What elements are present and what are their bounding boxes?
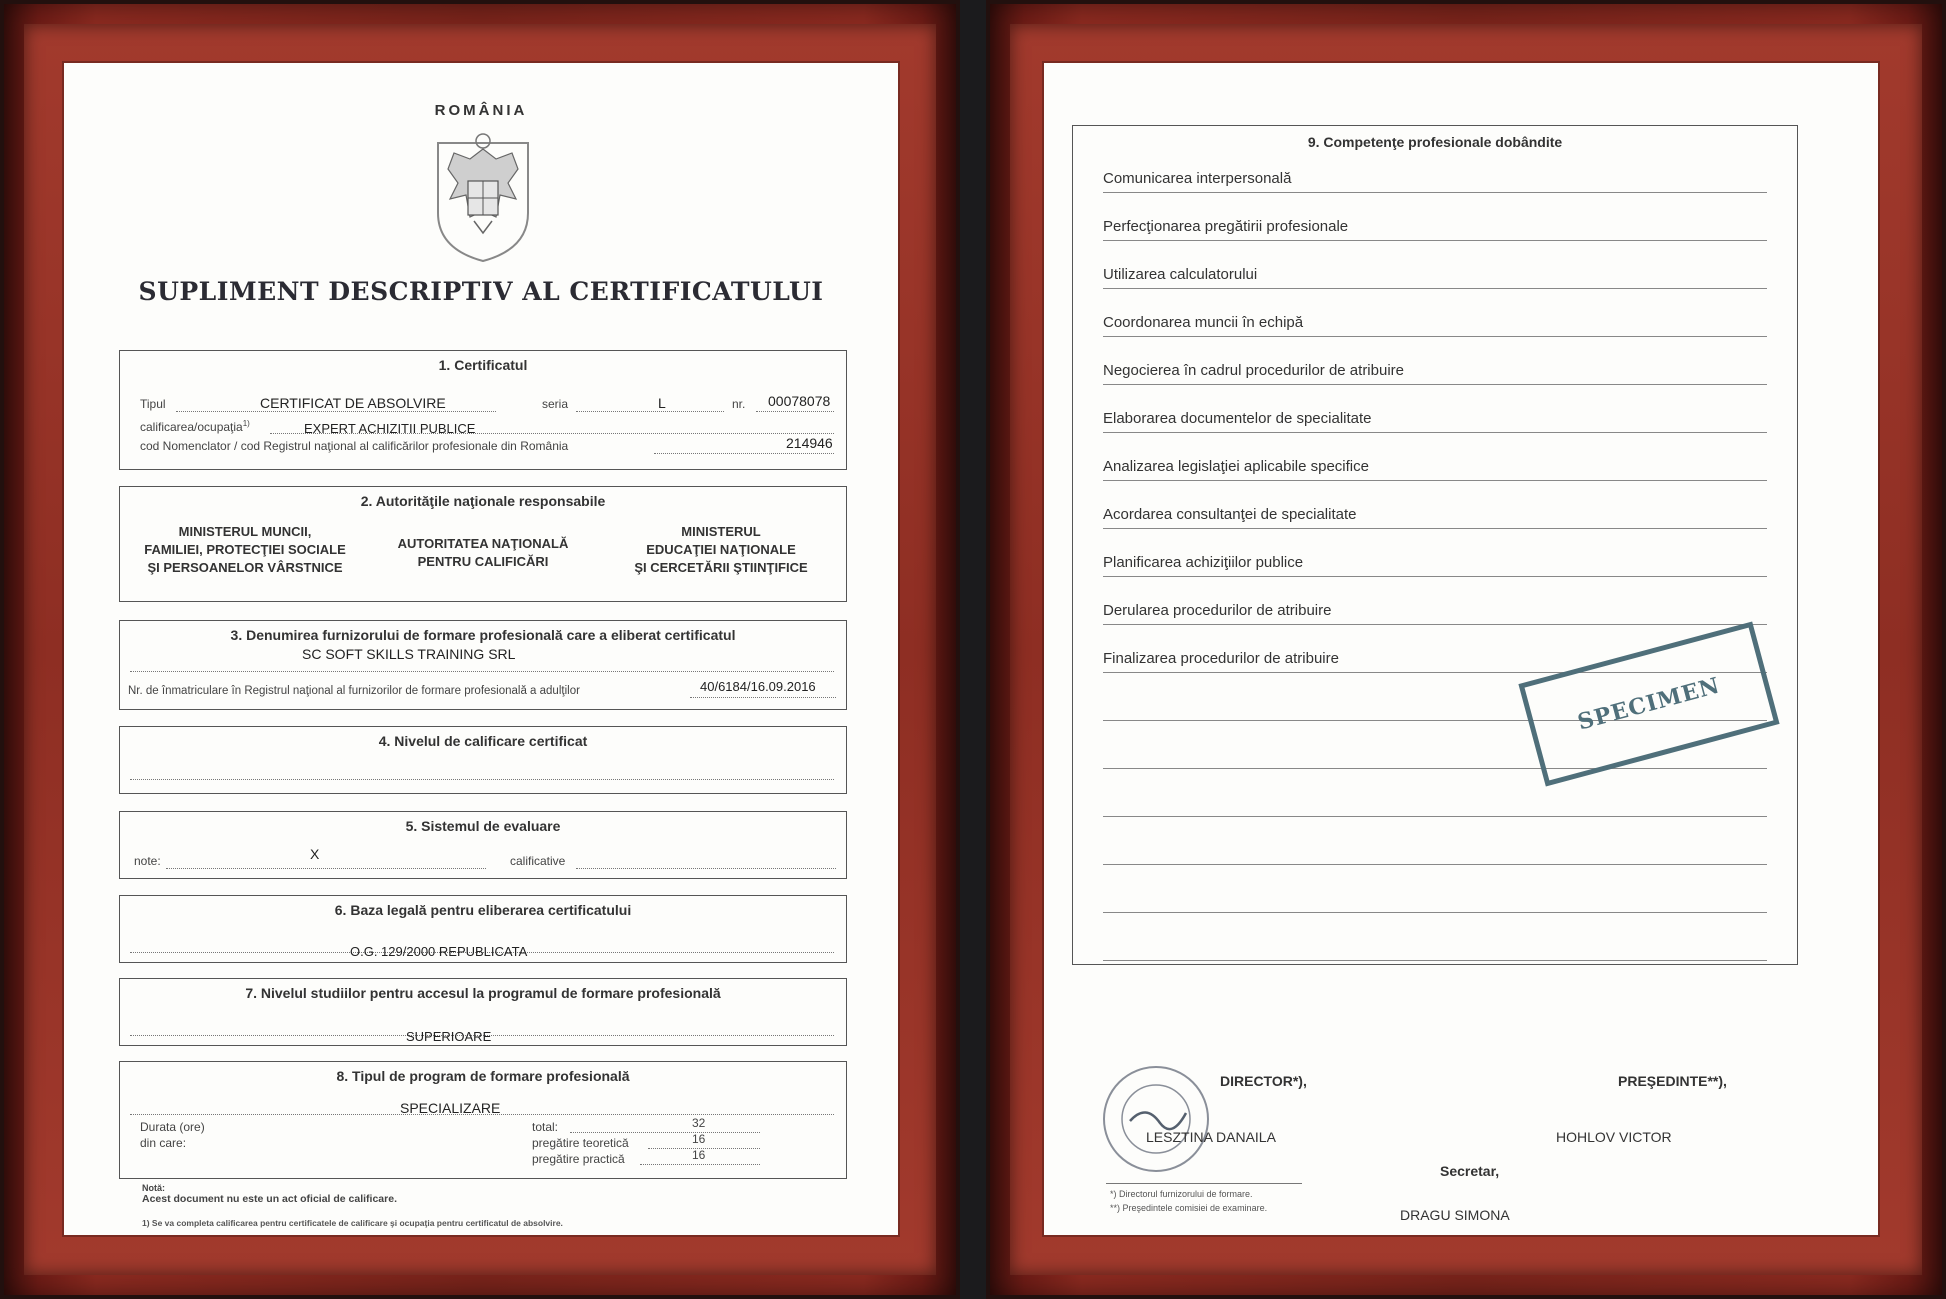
competence-line [1103,288,1767,289]
competence-line [1103,768,1767,769]
registration-label: Nr. de înmatriculare în Registrul naţional al furnizorilor de formare profesională a adulţilor [128,685,580,697]
practica-value: 16 [692,1148,706,1162]
competence-item: Negocierea în cadrul procedurilor de atribuire [1103,362,1404,379]
footnote-completion: 1) Se va completa calificarea pentru certificatele de calificare şi ocupaţia pentru certificatul de absolvire. [142,1218,563,1228]
competence-item: Perfecţionarea pregătirii profesionale [1103,218,1349,235]
footnote-divider [1106,1183,1302,1184]
footnote-title: Notă: [142,1183,165,1193]
registration-value: 40/6184/16.09.2016 [700,679,816,694]
legal-basis-value: O.G. 129/2000 REPUBLICATA [350,944,528,959]
competence-line [1103,240,1767,241]
competence-item: Utilizarea calculatorului [1103,266,1258,283]
president-name: HOHLOV VICTOR [1556,1129,1672,1145]
authority-anc: AUTORITATEA NAŢIONALĂ PENTRU CALIFICĂRI [397,536,569,569]
competence-line [1103,816,1767,817]
study-level-value: SUPERIOARE [406,1029,492,1044]
calificative-label: calificative [510,854,566,868]
tipul-label: Tipul [140,397,166,411]
calificarea-value: EXPERT ACHIZITII PUBLICE [304,421,476,436]
certificate-competences-page [1044,63,1878,1235]
cod-label: cod Nomenclator / cod Registrul naţional al calificărilor profesionale din România [140,439,569,453]
competence-item: Planificarea achiziţiilor publice [1103,554,1304,571]
seria-value: L [658,395,666,411]
section-title: 2. Autorităţile naţionale responsabile [360,493,606,509]
competence-line [1103,576,1767,577]
din-care-label: din care: [140,1136,187,1150]
right-frame [986,0,1946,1299]
director-name: LESZTINA DANAILA [1146,1129,1276,1145]
section-authorities [119,486,847,602]
competence-item: Analizarea legislaţiei aplicabile specifice [1103,458,1369,475]
section-title: 9. Competenţe profesionale dobândite [1307,134,1563,150]
durata-label: Durata (ore) [140,1120,205,1134]
right-frame-inner [1010,24,1922,1275]
competence-line [1103,864,1767,865]
competence-line [1103,432,1767,433]
certificate-supplement-page [64,63,898,1235]
total-value: 32 [692,1116,706,1130]
section-title: 6. Baza legală pentru eliberarea certificatului [334,902,632,918]
footnote-not-official: Acest document nu este un act oficial de calificare. [142,1193,397,1205]
section-qualification-level [119,726,847,794]
nr-value: 00078078 [768,393,831,409]
section-competences [1072,125,1798,965]
competence-item: Comunicarea interpersonală [1103,170,1292,187]
section-study-level [119,978,847,1046]
section-evaluation [119,811,847,879]
competence-line [1103,480,1767,481]
president-label: PREŞEDINTE**), [1618,1073,1727,1089]
section-title: 7. Nivelul studiilor pentru accesul la programul de formare profesională [245,985,721,1001]
section-title: 4. Nivelul de calificare certificat [378,733,588,749]
left-frame-inner [24,24,936,1275]
competence-item: Elaborarea documentelor de specialitate [1103,410,1372,427]
tipul-value: CERTIFICAT DE ABSOLVIRE [260,395,446,411]
calificarea-label: calificarea/ocupaţia$^{1)}$ [140,419,250,434]
competence-item: Derularea procedurilor de atribuire [1103,602,1332,619]
note-value: X [310,846,320,862]
total-label: total: [532,1120,559,1134]
specimen-stamp: SPECIMEN [1518,621,1779,786]
secretary-name: DRAGU SIMONA [1400,1207,1510,1223]
provider-seal-icon [1100,1063,1212,1175]
section-title: 1. Certificatul [438,357,528,373]
provider-name: SC SOFT SKILLS TRAINING SRL [302,646,516,662]
romania-coat-of-arms-icon [430,129,536,265]
competence-line [1103,912,1767,913]
authority-ministry-labour: MINISTERUL MUNCII, FAMILIEI, PROTECŢIEI SOCIALE ŞI PERSOANELOR VÂRSTNICE [144,524,346,575]
nr-label: nr. [732,397,746,411]
competence-item: Finalizarea procedurilor de atribuire [1103,650,1339,667]
teoretica-value: 16 [692,1132,706,1146]
competence-line [1103,960,1767,961]
competence-line [1103,384,1767,385]
program-type-value: SPECIALIZARE [400,1100,501,1116]
footnote-director: *) Directorul furnizorului de formare. [1110,1189,1253,1199]
section-certificate [119,350,847,470]
country-heading: ROMÂNIA [434,102,528,119]
section-provider [119,620,847,710]
section-title: 5. Sistemul de evaluare [405,818,561,834]
secretary-label: Secretar, [1440,1163,1500,1179]
competence-line [1103,624,1767,625]
section-title: 3. Denumirea furnizorului de formare profesională care a eliberat certificatul [230,627,736,643]
cod-value: 214946 [786,435,833,451]
teoretica-label: pregătire teoretică [532,1136,629,1150]
director-label: DIRECTOR*), [1220,1073,1307,1089]
note-label: note: [134,854,161,868]
competence-line [1103,336,1767,337]
document-title: SUPLIMENT DESCRIPTIV AL CERTIFICATULUI [138,277,824,306]
footnote-president: **) Preşedintele comisiei de examinare. [1110,1203,1268,1213]
practica-label: pregătire practică [532,1152,625,1166]
competence-line [1103,528,1767,529]
authority-ministry-education: MINISTERUL EDUCAŢIEI NAŢIONALE ŞI CERCETĂRII ŞTIINŢIFICE [634,524,808,575]
section-program-type [119,1061,847,1179]
section-title: 8. Tipul de program de formare profesională [336,1068,630,1084]
competence-item: Coordonarea muncii în echipă [1103,314,1304,331]
left-frame [0,0,960,1299]
section-legal-basis [119,895,847,963]
seria-label: seria [542,397,569,411]
competence-line [1103,192,1767,193]
competence-item: Acordarea consultanţei de specialitate [1103,506,1357,523]
